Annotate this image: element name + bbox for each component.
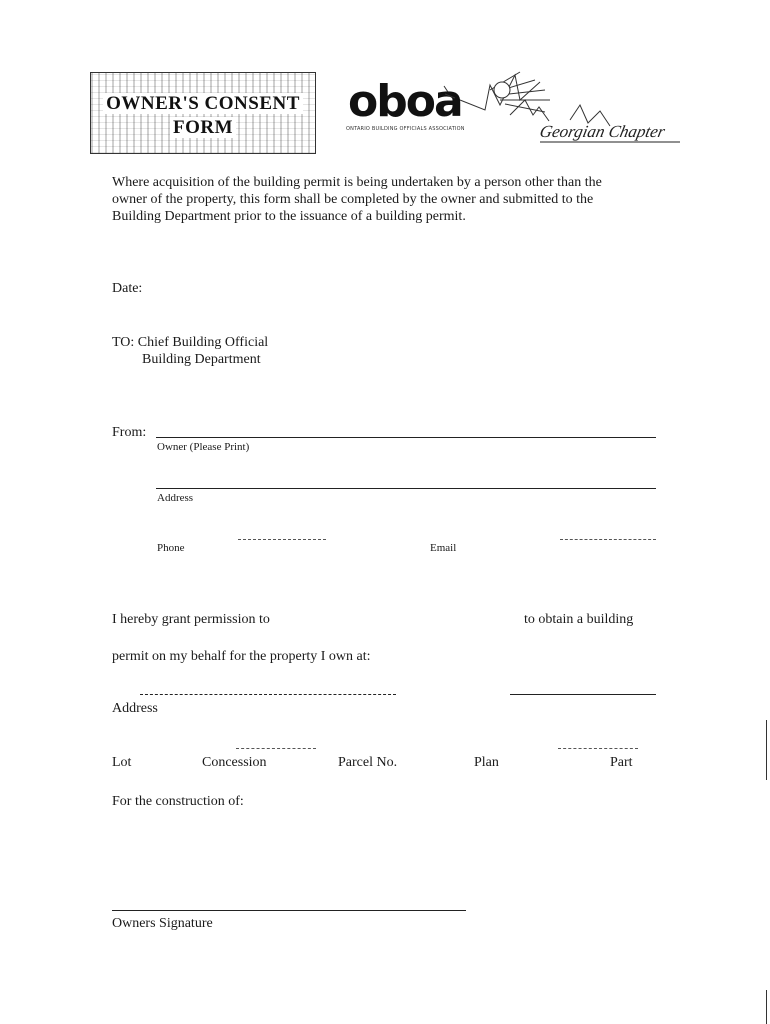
- logo-tagline: ONTARIO BUILDING OFFICIALS ASSOCIATION: [346, 126, 465, 132]
- intro-line-1: Where acquisition of the building permit is being undertaken by a person other than the: [112, 175, 602, 190]
- form-title-box: [90, 72, 316, 154]
- signature-field[interactable]: [112, 910, 466, 911]
- phone-caption: Phone: [157, 542, 185, 554]
- form-title-line2: FORM: [91, 117, 315, 139]
- form-title-line1: OWNER'S CONSENT: [91, 93, 315, 115]
- property-address-field[interactable]: [140, 694, 396, 695]
- property-address-label: Address: [112, 701, 158, 716]
- owner-name-field[interactable]: [156, 437, 656, 438]
- owner-address-field[interactable]: [156, 488, 656, 489]
- parcel-label: Parcel No.: [338, 755, 398, 770]
- signature-label: Owners Signature: [112, 916, 213, 931]
- intro-line-3: Building Department prior to the issuance of a building permit.: [112, 209, 466, 224]
- from-label: From:: [112, 425, 147, 440]
- grant-text-part2: to obtain a building: [524, 612, 634, 627]
- part-label: Part: [610, 755, 633, 770]
- logo-wordmark: oboa: [348, 76, 462, 127]
- chapter-name: Georgian Chapter: [538, 122, 667, 141]
- lot-label: Lot: [112, 755, 132, 770]
- email-caption: Email: [430, 542, 457, 554]
- owner-caption: Owner (Please Print): [157, 441, 250, 453]
- to-line-1: TO: Chief Building Official: [112, 335, 269, 350]
- intro-line-2: owner of the property, this form shall be completed by the owner and submitted to the: [112, 192, 594, 207]
- oboa-logo: [340, 70, 680, 160]
- scan-edge-mark: [766, 720, 767, 780]
- scan-edge-mark-bottom: [766, 990, 767, 1024]
- email-field[interactable]: [560, 539, 656, 540]
- concession-label: Concession: [202, 755, 267, 770]
- phone-field[interactable]: [238, 539, 326, 540]
- construction-label: For the construction of:: [112, 794, 244, 809]
- intro-paragraph: [112, 174, 672, 225]
- address-caption: Address: [157, 492, 194, 504]
- plan-label: Plan: [474, 755, 499, 770]
- to-line-2: Building Department: [142, 352, 261, 367]
- date-label: Date:: [112, 281, 143, 296]
- part-field[interactable]: [558, 748, 638, 749]
- grant-text-part1: I hereby grant permission to: [112, 612, 270, 627]
- concession-field[interactable]: [236, 748, 316, 749]
- property-address-field-2[interactable]: [510, 694, 656, 695]
- logo-landscape-icon: [340, 70, 680, 160]
- grant-text-line2: permit on my behalf for the property I own at:: [112, 649, 371, 664]
